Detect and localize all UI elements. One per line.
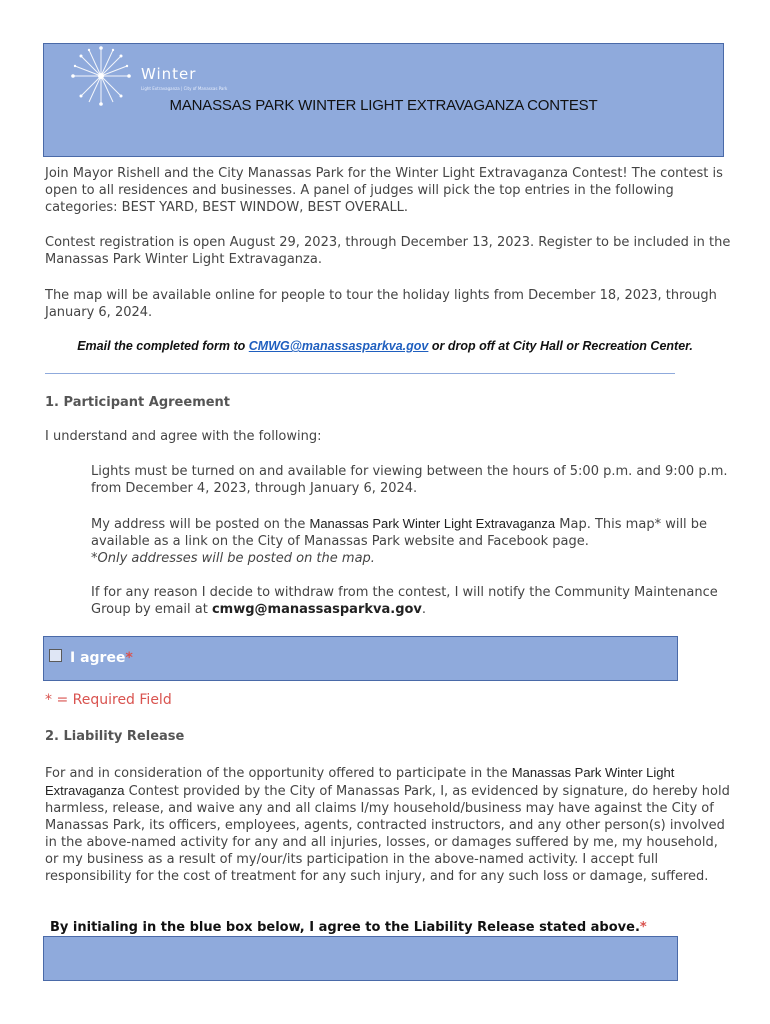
- agreement-item-1: Lights must be turned on and available for viewing between the hours of 5:00 p.m. and 9:00 p.m. from December 4, 2023, through January 6, 2024.: [91, 464, 728, 496]
- agreement-item-3-text-b: .: [421, 602, 427, 617]
- required-field-note: * = Required Field: [45, 692, 172, 708]
- section-1-heading: 1. Participant Agreement: [45, 395, 231, 410]
- required-mark: *: [639, 920, 647, 935]
- agreement-lead: I understand and agree with the following:: [45, 429, 322, 444]
- liability-text-b: Contest provided by the City of Manassas Park, I, as evidenced by signature, do hereby hold harmless, release, and waive any and all claims I/my household/business may have against the City of Manassas Park, its officers, employees, agents, contracted instructors, and any other person(s) involved in the above-named activity for any and all injuries, losses, or damages suffered by me, my household, or my business as a result of my/our/its participation in the above-named activity. I accept full responsibility for the cost of treatment for any such injury, and for any such loss or damage, suffered.: [45, 784, 730, 884]
- agreement-item-2: [91, 515, 731, 567]
- agree-label: [70, 650, 133, 666]
- intro-paragraph-3: The map will be available online for people to tour the holiday lights from December 18, 2023, through January 6, 2024.: [45, 288, 717, 320]
- liability-release-text: [45, 764, 735, 885]
- agreement-item-3-email: cmwg@manassasparkva.gov: [211, 602, 422, 617]
- email-instruction-prefix: Email the completed form to: [77, 339, 249, 353]
- page-title: MANASSAS PARK WINTER LIGHT EXTRAVAGANZA CONTEST: [169, 97, 598, 114]
- initial-instruction: [50, 920, 647, 935]
- email-instruction: [0, 339, 770, 353]
- section-2-heading: 2. Liability Release: [45, 729, 185, 744]
- map-note: *Only addresses will be posted on the map.: [91, 551, 375, 566]
- intro-paragraph-1: Join Mayor Rishell and the City Manassas Park for the Winter Light Extravaganza Contest! The contest is open to all residences and businesses. A panel of judges will pick the top entries in the following categories: BEST YARD, BEST WINDOW, BEST OVERALL.: [45, 166, 723, 215]
- liability-text-highlight: Manassas Park Winter Light Extravaganza: [45, 765, 675, 798]
- agreement-item-3: [91, 584, 731, 618]
- required-mark: *: [125, 650, 133, 666]
- logo-word: Winter: [141, 65, 197, 83]
- agreement-item-2-text-a: My address will be posted on the: [91, 517, 310, 532]
- intro-paragraph-2: Contest registration is open August 29, 2023, through December 13, 2023. Register to be included in the Manassas Park Winter Light Extravaganza.: [45, 235, 731, 267]
- agreement-item-3-text-a: If for any reason I decide to withdraw from the contest, I will notify the Community Maintenance Group by email at: [91, 585, 718, 617]
- logo-tagline: Light Extravaganza | City of Manassas Park: [141, 86, 228, 91]
- agree-label-text: I agree: [70, 650, 126, 666]
- agree-field[interactable]: [43, 636, 678, 681]
- liability-text-a: For and in consideration of the opportunity offered to participate in the: [45, 766, 512, 781]
- initials-input-box[interactable]: [43, 936, 678, 981]
- section-divider: [45, 373, 675, 374]
- email-link[interactable]: CMWG@manassasparkva.gov: [248, 339, 429, 353]
- email-instruction-suffix: or drop off at City Hall or Recreation Center.: [428, 339, 693, 353]
- initial-instruction-text: By initialing in the blue box below, I agree to the Liability Release stated above.: [50, 920, 640, 935]
- agreement-item-2-highlight: Manassas Park Winter Light Extravaganza: [309, 516, 556, 531]
- agreement-item-2-text-b: Map. This map* will be available as a link on the City of Manassas Park website and Facebook page.: [91, 517, 708, 549]
- agree-checkbox[interactable]: [49, 649, 62, 662]
- header-banner: [43, 43, 724, 157]
